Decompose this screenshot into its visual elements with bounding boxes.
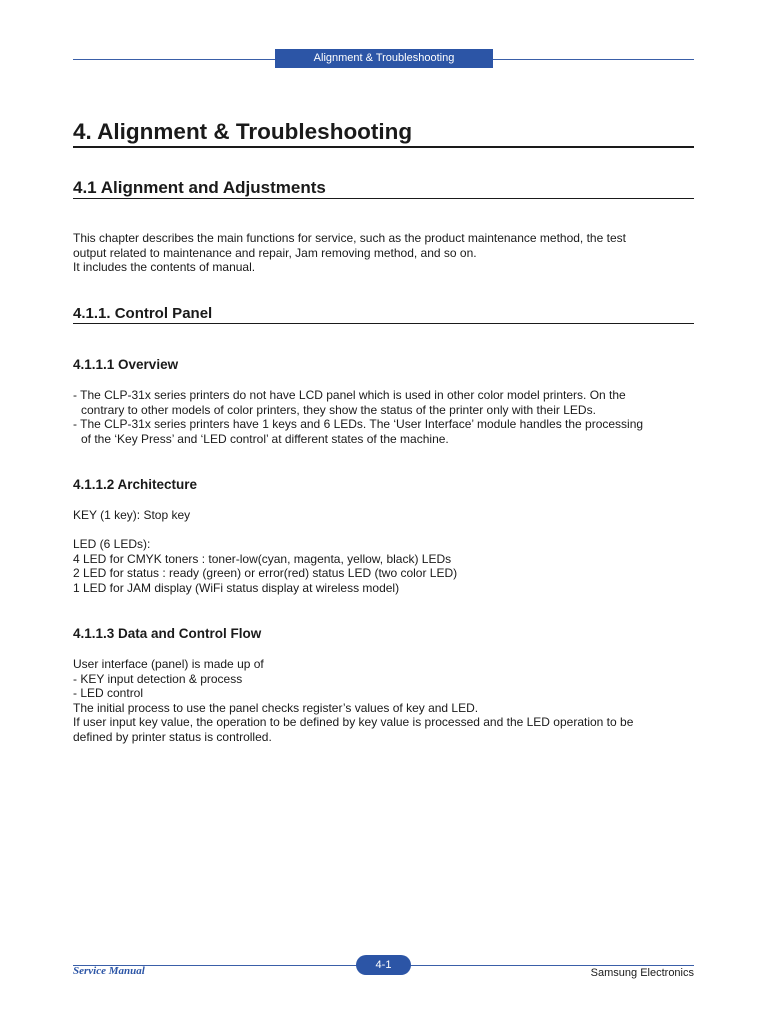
overview-line: - The CLP-31x series printers have 1 keys and 6 LEDs. The ‘User Interface’ module handles the processing xyxy=(73,417,644,432)
data-flow-paragraph xyxy=(73,657,694,745)
page-number-badge: 4-1 xyxy=(356,955,411,975)
data-flow-line: User interface (panel) is made up of xyxy=(73,657,264,671)
data-flow-title: 4.1.1.3 Data and Control Flow xyxy=(73,626,262,641)
overview-line: of the ‘Key Press’ and ‘LED control’ at different states of the machine. xyxy=(81,431,449,446)
section-title-4-1-1: 4.1.1. Control Panel xyxy=(73,304,694,324)
header-section-tab: Alignment & Troubleshooting xyxy=(275,49,493,68)
data-flow-line: defined by printer status is controlled. xyxy=(73,729,272,744)
chapter-title: 4. Alignment & Troubleshooting xyxy=(73,118,694,148)
footer-manual-label: Service Manual xyxy=(73,965,145,977)
architecture-led-list xyxy=(73,537,694,595)
intro-line: It includes the contents of manual. xyxy=(73,260,256,275)
overview-title: 4.1.1.1 Overview xyxy=(73,357,179,372)
led-line: 1 LED for JAM display (WiFi status display at wireless model) xyxy=(73,580,400,595)
data-flow-line: - LED control xyxy=(73,686,144,701)
section-title-4-1: 4.1 Alignment and Adjustments xyxy=(73,177,694,199)
overview-paragraph xyxy=(73,388,694,446)
led-line: LED (6 LEDs): xyxy=(73,537,151,551)
architecture-title: 4.1.1.2 Architecture xyxy=(73,477,198,492)
led-line: 4 LED for CMYK toners : toner-low(cyan, magenta, yellow, black) LEDs xyxy=(73,551,452,566)
architecture-key-line: KEY (1 key): Stop key xyxy=(73,508,191,522)
data-flow-line: If user input key value, the operation to be defined by key value is processed and the LED operation to be xyxy=(73,715,634,730)
data-flow-line: - KEY input detection & process xyxy=(73,671,243,686)
data-flow-line: The initial process to use the panel checks register’s values of key and LED. xyxy=(73,700,479,715)
intro-line: This chapter describes the main functions for service, such as the product maintenance method, the test xyxy=(73,231,626,245)
overview-line: - The CLP-31x series printers do not have LCD panel which is used in other color model printers. On the xyxy=(73,388,626,402)
overview-line: contrary to other models of color printers, they show the status of the printer only with their LEDs. xyxy=(81,402,596,417)
footer-company: Samsung Electronics xyxy=(590,967,694,979)
intro-paragraph xyxy=(73,231,694,275)
intro-line: output related to maintenance and repair, Jam removing method, and so on. xyxy=(73,245,477,260)
led-line: 2 LED for status : ready (green) or error(red) status LED (two color LED) xyxy=(73,566,458,581)
